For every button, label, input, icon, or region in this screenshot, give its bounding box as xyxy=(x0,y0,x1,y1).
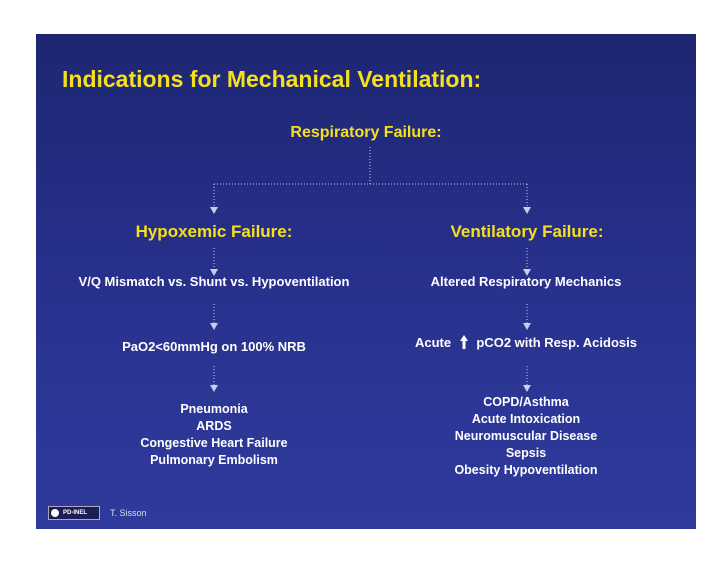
hypoxemic-heading: Hypoxemic Failure: xyxy=(135,222,293,241)
criterion-prefix: Acute xyxy=(415,335,452,350)
arrow-down-icon xyxy=(210,207,218,214)
hypoxemic-criterion: PaO2<60mmHg on 100% NRB xyxy=(122,339,306,354)
example-pe: Pulmonary Embolism xyxy=(150,453,278,467)
up-arrow-icon xyxy=(459,334,469,350)
example-pneumonia: Pneumonia xyxy=(180,402,248,416)
author-credit: T. Sisson xyxy=(110,508,147,518)
slide xyxy=(36,34,696,529)
license-icon xyxy=(51,509,59,517)
hypoxemic-mechanism: V/Q Mismatch vs. Shunt vs. Hypoventilation xyxy=(78,274,350,289)
example-intoxication: Acute Intoxication xyxy=(471,412,581,426)
criterion-suffix: pCO2 with Resp. Acidosis xyxy=(476,335,637,350)
arrow-down-icon xyxy=(210,323,218,330)
hypoxemic-examples xyxy=(114,401,314,469)
example-chf: Congestive Heart Failure xyxy=(140,436,288,450)
ventilatory-heading: Ventilatory Failure: xyxy=(450,222,604,241)
example-ards: ARDS xyxy=(196,419,232,433)
example-obesity: Obesity Hypoventilation xyxy=(454,463,598,477)
ventilatory-criterion xyxy=(396,334,656,350)
ventilatory-mechanism: Altered Respiratory Mechanics xyxy=(430,274,622,289)
example-sepsis: Sepsis xyxy=(505,446,547,460)
license-label: PD-INEL xyxy=(63,510,87,516)
arrow-down-icon xyxy=(523,207,531,214)
slide-title: Indications for Mechanical Ventilation: xyxy=(62,66,482,92)
arrow-down-icon xyxy=(210,385,218,392)
example-neuromuscular: Neuromuscular Disease xyxy=(454,429,598,443)
arrow-down-icon xyxy=(523,385,531,392)
example-copd: COPD/Asthma xyxy=(483,395,569,409)
arrow-down-icon xyxy=(523,323,531,330)
ventilatory-examples xyxy=(416,394,636,479)
footer xyxy=(48,506,147,520)
license-badge xyxy=(48,506,100,520)
root-node: Respiratory Failure: xyxy=(290,124,442,141)
